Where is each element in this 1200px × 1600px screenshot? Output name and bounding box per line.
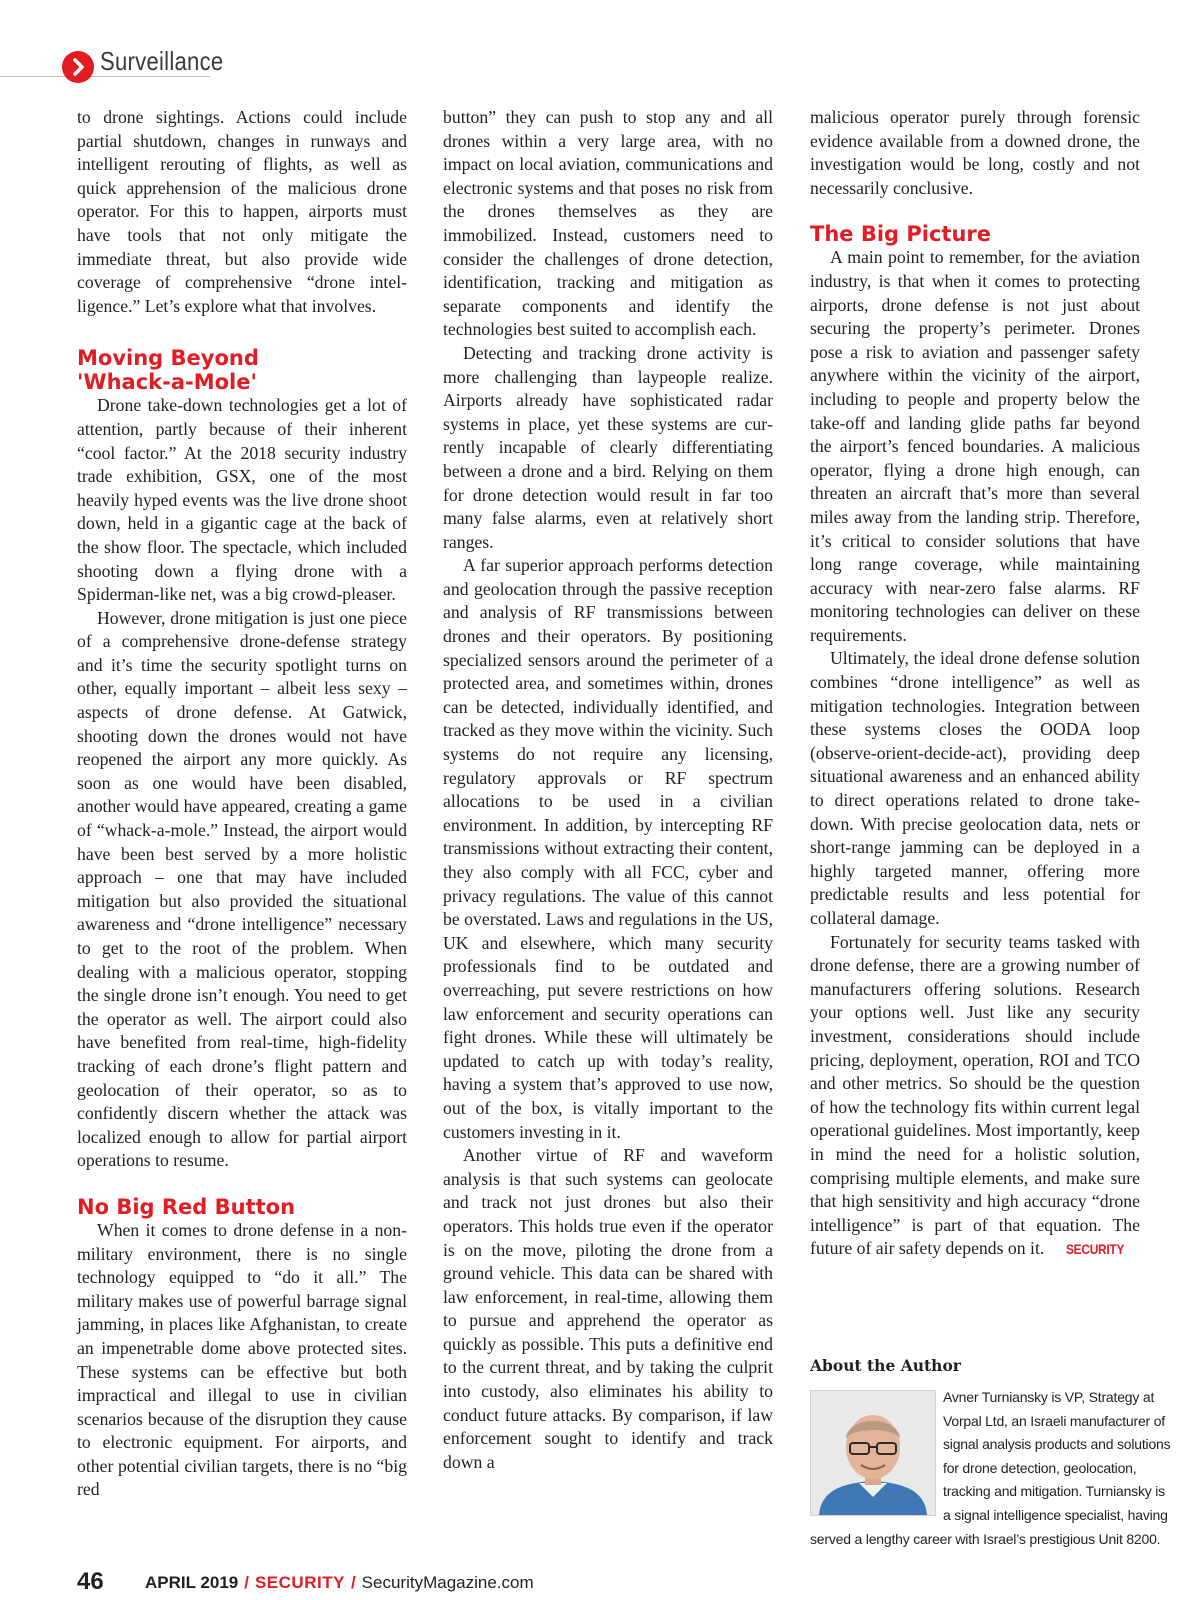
paragraph: Ultimately, the ideal drone defense solution combines “drone intelligence” as well as mitigation technologies. Integration between these systems closes the OODA loop (observe-orient-decide-act), providing deep situational awareness and an enhanced ability to direct operations related to drone take-down. With precise geolocation data, nets or short-range jamming can be deployed in a highly targeted manner, offering more predictable results and less potential for collateral damage. — [810, 648, 1140, 928]
paragraph: Another virtue of RF and waveform analysis is that such systems can geolocate and track not just drones but also their operators. This holds true even if the operator is on the move, piloting the drone from a ground vehicle. This data can be shared with law enforcement, in real-time, allowing them to pursue and apprehend the operator as quickly as possible. This puts a definitive end to the current threat, and by taking the culprit into custody, also eliminates his ability to conduct future attacks. By comparison, if law enforcement sought to identify and track down a — [443, 1145, 773, 1472]
column-2 — [443, 106, 773, 1474]
bio-line: Vorpal Ltd, an Israeli manufacturer of — [943, 1412, 1165, 1429]
bio-line: tracking and mitigation. Turniansky is — [943, 1483, 1165, 1499]
paragraph — [810, 931, 1140, 1262]
bio-line: Avner Turniansky is VP, Strategy at — [943, 1389, 1155, 1405]
paragraph: A far superior approach performs detection and geolocation through the passive reception and analysis of RF transmissions between drones and their operators. By positioning specialized sensors around the perimeter of a protected area, and sometimes within, drones can be detected, individually identified, and tracked as they move within the vicinity. Such systems do not require any licensing, regulatory approvals or RF spectrum allocations to be used in a civilian environment. In addition, by intercepting RF transmissions without extracting their content, they also comply with all FCC, cyber and privacy regulations. The value of this cannot be overstated. Laws and regulations in the US, UK and elsewhere, which many security professionals find to be outdated and overreaching, put severe restrictions on how law enforcement and security operations can fight drones. While these will ultimately be updated to catch up with today’s reality, having a system that’s approved to use now, out of the box, is vitally important to the customers investing in it. — [443, 555, 773, 1142]
paragraph-text: Fortunately for security teams tasked with drone defense, there are a growing number of manufacturers offering solutions. Research your options well. Just like any security investment, considerations should include pricing, deployment, operation, ROI and TCO and other metrics. So should be the question of how the technology fits within current legal operational guidelines. Most importantly, keep in mind the need for a holistic solution, comprising multiple elements, and make sure that high sensitivity and high accuracy “drone intelligence” is part of that equation. The future of air safety depends on it. — [810, 931, 1140, 1259]
paragraph: When it comes to drone defense in a non-military environment, there is no single technology equipped to “do it all.” The military makes use of powerful barrage signal jamming, in places like Afghanistan, to create an impenetrable dome above protected sites. These systems can be effective but both impractical and illegal to use in civilian scenarios because of the disruption they cause to electronic equipment. For airports, and other potential civilian targets, there is no “big red — [77, 1219, 407, 1500]
paragraph: Detecting and tracking drone activity is more challenging than laypeople realize. Airports already have sophisticated radar systems in place, yet these systems are currently incapable of clearly differentiating between a drone and a bird. Relying on them for drone detection would result in far too many false alarms, even at relatively short ranges. — [443, 342, 773, 552]
issue-date: APRIL 2019 — [145, 1573, 239, 1592]
author-bio-last-line: served a lengthy career with Israel’s prestigious Unit 8200. — [810, 1531, 1161, 1547]
heading-moving-beyond — [77, 346, 407, 394]
paragraph: to drone sightings. Actions could include partial shutdown, changes in runways and intelligent rerouting of flights, as well as quick apprehension of the malicious drone operator. For this to happen, airports must have tools that not only mitigate the immediate threat, but also provide wide coverage of comprehensive “drone intelligence.” Let’s explore what that involves. — [77, 107, 407, 316]
chevron-right-icon — [62, 51, 94, 83]
paragraph: button” they can push to stop any and all drones within a very large area, with no impact on local aviation, communications and electronic systems and that poses no risk from the drones themselves as they are immobilized. Instead, customers need to consider the challenges of drone detection, identification, tracking and mitigation as separate components and identify the technologies best suited to accomplish each. — [443, 107, 773, 340]
footer-separator: / — [244, 1573, 249, 1592]
footer-line — [145, 1573, 534, 1593]
section-title: Surveillance — [100, 46, 224, 76]
website-url: SecurityMagazine.com — [361, 1573, 534, 1592]
bio-line: a signal intelligence specialist, having — [943, 1506, 1168, 1523]
paragraph: Drone take-down technologies get a lot of attention, partly because of their inherent “cool factor.” At the 2018 security industry trade exhibition, GSX, one of the most heavily hyped events was the live drone shoot down, held in a gigantic cage at the back of the show floor. The spectacle, which included shooting down a flying drone with a Spiderman-like net, was a big crowd-pleaser. — [77, 395, 407, 605]
heading-line: 'Whack-a-Mole' — [77, 370, 257, 395]
bio-line: for drone detection, geolocation, — [943, 1459, 1137, 1476]
column-1 — [77, 106, 407, 1502]
about-author-heading: About the Author — [810, 1356, 961, 1375]
heading-no-big-red-button: No Big Red Button — [77, 1194, 296, 1219]
heading-line: Moving Beyond — [77, 346, 259, 371]
column-3 — [810, 106, 1140, 1262]
end-mark: SECURITY — [1065, 1241, 1124, 1258]
paragraph: malicious operator purely through forensic evidence available from a downed drone, the investigation would be long, costly and not necessarily conclusive. — [810, 107, 1140, 198]
paragraph: A main point to remember, for the aviation industry, is that when it comes to protecting airports, drone defense is not just about securing the property’s perimeter. Drones pose a risk to aviation and passenger safety anywhere within the vicinity of the airport, including to people and property below the take-off and landing glide paths far beyond the airport’s fenced boundaries. A malicious operator, flying a drone high enough, can threaten an aircraft that’s more than several miles away from the landing strip. Therefore, it’s critical to consider solutions that have long range coverage, while maintaining accuracy with near-zero false alarms. RF monitoring technologies can deliver on these requirements. — [810, 247, 1140, 645]
bio-line: signal analysis products and solutions — [943, 1436, 1171, 1452]
paragraph: However, drone mitigation is just one piece of a comprehensive drone-defense strategy and it’s time the security spotlight turns on other, equally important – albeit less sexy – aspects of drone defense. At Gatwick, shooting down the drones would not have reopened the airport any more quickly. As soon as one would have been disabled, another would have appeared, creating a game of “whack-a-mole.” Instead, the airport would have been best served by a more holistic approach – one that may have included mitigation but also provided the situational awareness and “drone intelligence” necessary to get to the root of the problem. When dealing with a malicious operator, stopping the single drone isn’t enough. You need to get the operator as well. The airport could also have benefited from real-time, high-fidelity tracking of each drone’s flight pattern and geolocation of their operator, so as to confidently discern whether the attack was localized enough to allow for partial airport operations to resume. — [77, 607, 407, 1171]
magazine-brand: SECURITY — [254, 1573, 345, 1592]
author-bio — [943, 1386, 1171, 1527]
footer-separator: / — [350, 1573, 356, 1592]
heading-big-picture: The Big Picture — [810, 222, 992, 247]
author-photo — [810, 1390, 936, 1516]
page-number: 46 — [77, 1568, 104, 1595]
